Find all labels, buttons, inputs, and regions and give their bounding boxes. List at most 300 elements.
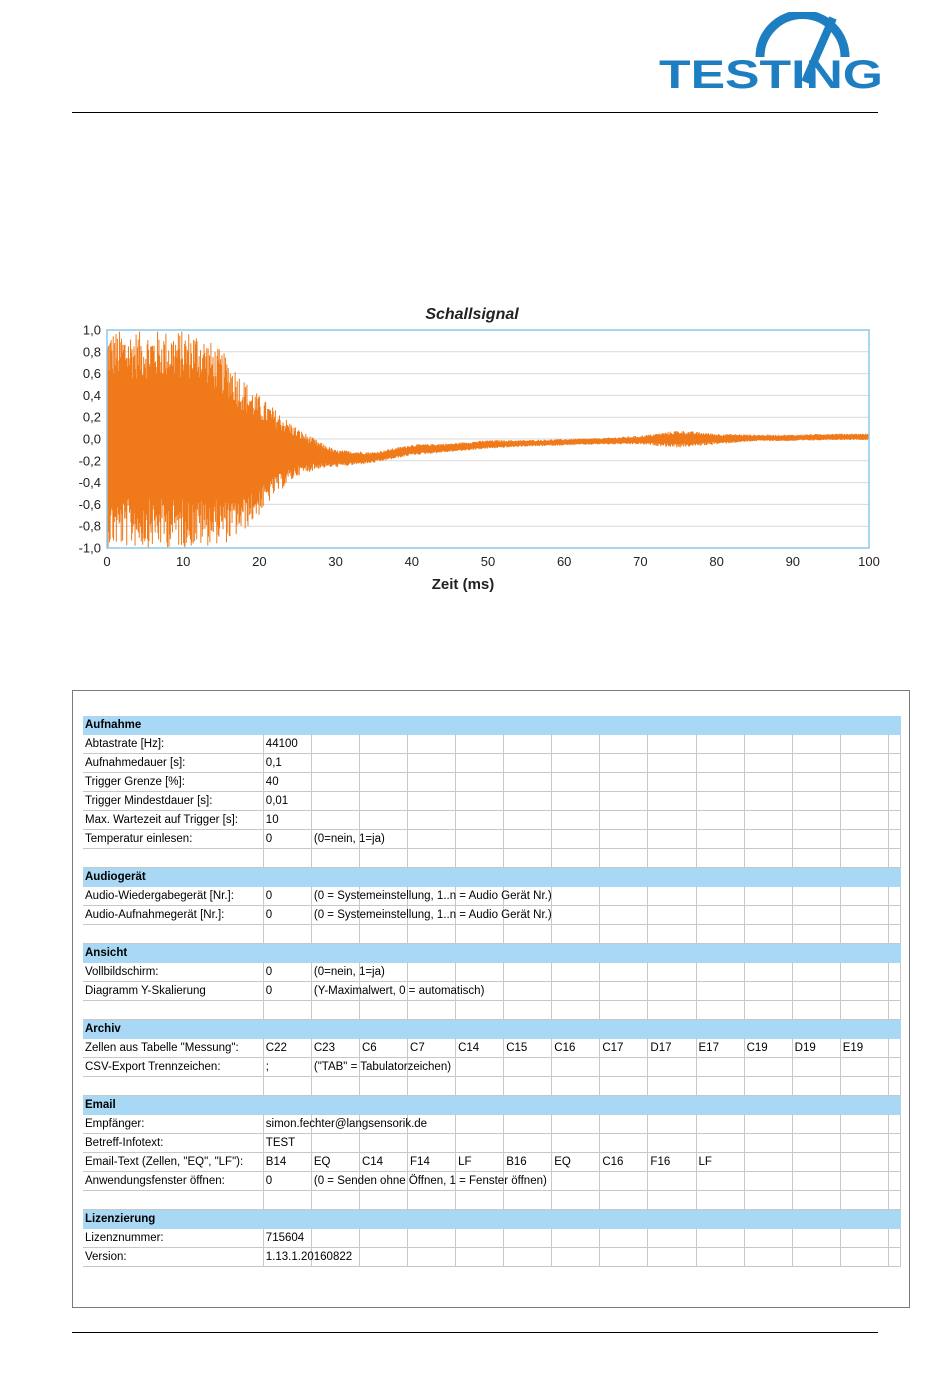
empty-cell[interactable] (408, 735, 456, 754)
value-cell[interactable] (311, 963, 385, 982)
empty-cell[interactable] (504, 1229, 552, 1248)
row-label: CSV-Export Trennzeichen: (83, 1058, 263, 1077)
row-label: Aufnahmedauer [s]: (83, 754, 263, 773)
empty-cell[interactable] (408, 792, 456, 811)
empty-cell[interactable] (648, 906, 696, 925)
value-cell[interactable] (263, 1134, 311, 1153)
empty-cell[interactable] (888, 830, 900, 849)
x-tick-label: 60 (556, 554, 572, 569)
empty-cell[interactable] (744, 1248, 792, 1267)
empty-cell[interactable] (408, 963, 456, 982)
empty-cell[interactable] (696, 1172, 744, 1191)
empty-cell[interactable] (648, 1058, 696, 1077)
value-cell[interactable] (311, 982, 485, 1001)
empty-cell (263, 1191, 311, 1210)
empty-cell[interactable] (456, 830, 504, 849)
empty-cell[interactable] (552, 735, 600, 754)
empty-cell[interactable] (696, 982, 744, 1001)
row-label: Audio-Wiedergabegerät [Nr.]: (83, 887, 263, 906)
value-cell[interactable] (263, 754, 311, 773)
empty-cell[interactable] (888, 1134, 900, 1153)
cell-text: C15 (506, 1042, 528, 1054)
spacer-row (83, 1077, 901, 1096)
cell-text: (0=nein, 1=ja) (313, 966, 385, 978)
empty-cell (792, 1191, 840, 1210)
empty-cell[interactable] (311, 754, 359, 773)
cell-text: F14 (410, 1156, 430, 1168)
empty-cell[interactable] (888, 1039, 900, 1058)
empty-cell[interactable] (359, 1248, 407, 1267)
value-cell[interactable] (311, 1058, 452, 1077)
empty-cell[interactable] (600, 1134, 648, 1153)
empty-cell[interactable] (408, 1229, 456, 1248)
value-cell[interactable] (263, 735, 311, 754)
empty-cell[interactable] (840, 1172, 888, 1191)
empty-cell[interactable] (600, 887, 648, 906)
empty-cell[interactable] (311, 735, 359, 754)
value-cell[interactable] (263, 963, 311, 982)
empty-cell[interactable] (504, 811, 552, 830)
value-cell[interactable] (263, 906, 311, 925)
section-header-row (83, 716, 901, 735)
table-row (83, 792, 901, 811)
empty-cell[interactable] (408, 1248, 456, 1267)
empty-cell[interactable] (648, 887, 696, 906)
empty-cell[interactable] (408, 773, 456, 792)
y-tick-label: 0,4 (82, 387, 101, 403)
empty-cell[interactable] (888, 773, 900, 792)
empty-cell[interactable] (840, 887, 888, 906)
empty-cell[interactable] (792, 1134, 840, 1153)
value-cell[interactable] (311, 887, 552, 906)
empty-cell[interactable] (600, 906, 648, 925)
value-cell[interactable] (456, 1153, 504, 1172)
empty-cell[interactable] (696, 906, 744, 925)
value-cell[interactable] (408, 1153, 456, 1172)
value-cell[interactable] (648, 1153, 696, 1172)
cell-text: C16 (554, 1042, 576, 1054)
value-cell[interactable] (359, 1039, 407, 1058)
empty-cell (744, 925, 792, 944)
testing-logo (655, 12, 887, 92)
value-cell[interactable] (263, 1115, 428, 1134)
empty-cell[interactable] (504, 792, 552, 811)
empty-cell[interactable] (311, 1134, 359, 1153)
empty-cell (359, 1001, 407, 1020)
y-tick-label: -0,4 (78, 475, 101, 491)
empty-cell[interactable] (504, 754, 552, 773)
value-cell[interactable] (504, 1153, 552, 1172)
empty-cell[interactable] (552, 1134, 600, 1153)
cell-text: LF (698, 1156, 712, 1168)
value-cell[interactable] (359, 1153, 407, 1172)
table-row (83, 1058, 901, 1077)
empty-cell[interactable] (792, 906, 840, 925)
empty-cell[interactable] (792, 735, 840, 754)
empty-cell[interactable] (888, 811, 900, 830)
empty-cell[interactable] (840, 1248, 888, 1267)
value-cell[interactable] (552, 1153, 600, 1172)
empty-cell[interactable] (840, 906, 888, 925)
value-cell[interactable] (263, 830, 311, 849)
empty-cell[interactable] (408, 1134, 456, 1153)
value-cell[interactable] (648, 1039, 696, 1058)
value-cell[interactable] (263, 1229, 311, 1248)
empty-cell[interactable] (648, 811, 696, 830)
table-row (83, 735, 901, 754)
empty-cell[interactable] (600, 1248, 648, 1267)
value-cell[interactable] (263, 1153, 311, 1172)
value-cell[interactable] (600, 1039, 648, 1058)
y-tick-label: 0,8 (82, 344, 101, 360)
cell-text: E17 (698, 1042, 719, 1054)
value-cell[interactable] (263, 982, 311, 1001)
empty-cell[interactable] (648, 773, 696, 792)
value-cell[interactable] (504, 1039, 552, 1058)
empty-cell[interactable] (552, 963, 600, 982)
empty-cell[interactable] (696, 754, 744, 773)
cell-text: C19 (746, 1042, 768, 1054)
empty-cell[interactable] (456, 773, 504, 792)
empty-cell (792, 1077, 840, 1096)
empty-cell[interactable] (600, 1229, 648, 1248)
empty-cell[interactable] (504, 982, 552, 1001)
empty-cell[interactable] (600, 1115, 648, 1134)
empty-cell[interactable] (600, 811, 648, 830)
table-row (83, 1134, 901, 1153)
empty-cell[interactable] (408, 811, 456, 830)
value-cell[interactable] (311, 830, 385, 849)
empty-cell[interactable] (792, 830, 840, 849)
empty-cell[interactable] (552, 906, 600, 925)
empty-cell[interactable] (888, 735, 900, 754)
empty-cell[interactable] (552, 811, 600, 830)
value-cell[interactable] (263, 887, 311, 906)
empty-cell[interactable] (792, 1229, 840, 1248)
empty-cell[interactable] (744, 1229, 792, 1248)
empty-cell[interactable] (696, 1248, 744, 1267)
empty-cell[interactable] (648, 1248, 696, 1267)
empty-cell[interactable] (648, 792, 696, 811)
empty-cell[interactable] (840, 1115, 888, 1134)
value-cell[interactable] (263, 1248, 353, 1267)
empty-cell[interactable] (648, 1172, 696, 1191)
empty-cell[interactable] (552, 887, 600, 906)
value-cell[interactable] (744, 1039, 792, 1058)
cell-text: 0,01 (265, 795, 289, 807)
empty-cell[interactable] (840, 830, 888, 849)
empty-cell[interactable] (456, 1058, 504, 1077)
empty-cell[interactable] (648, 963, 696, 982)
empty-cell[interactable] (311, 773, 359, 792)
empty-cell[interactable] (359, 811, 407, 830)
empty-cell[interactable] (600, 792, 648, 811)
value-cell[interactable] (792, 1039, 840, 1058)
empty-cell[interactable] (456, 1115, 504, 1134)
empty-cell[interactable] (456, 735, 504, 754)
x-tick-label: 0 (103, 554, 111, 569)
empty-cell[interactable] (840, 792, 888, 811)
empty-cell[interactable] (744, 982, 792, 1001)
empty-cell[interactable] (792, 1172, 840, 1191)
empty-cell[interactable] (840, 811, 888, 830)
empty-cell[interactable] (456, 1229, 504, 1248)
empty-cell[interactable] (696, 1134, 744, 1153)
empty-cell[interactable] (456, 963, 504, 982)
empty-cell[interactable] (456, 811, 504, 830)
value-cell[interactable] (263, 1172, 311, 1191)
empty-cell[interactable] (888, 1058, 900, 1077)
empty-cell[interactable] (600, 1058, 648, 1077)
empty-cell[interactable] (744, 1115, 792, 1134)
empty-cell[interactable] (552, 1229, 600, 1248)
empty-cell[interactable] (359, 735, 407, 754)
empty-cell[interactable] (504, 1115, 552, 1134)
empty-cell[interactable] (792, 1115, 840, 1134)
empty-cell[interactable] (888, 1153, 900, 1172)
value-cell[interactable] (552, 1039, 600, 1058)
empty-cell[interactable] (744, 963, 792, 982)
cell-text: 0 (265, 890, 273, 902)
cell-text: (0 = Systemeinstellung, 1..n = Audio Gerät Nr.) (313, 909, 552, 921)
empty-cell[interactable] (648, 1229, 696, 1248)
empty-cell[interactable] (888, 754, 900, 773)
value-cell[interactable] (263, 1058, 311, 1077)
y-tick-label: -0,8 (78, 518, 101, 534)
value-cell[interactable] (263, 773, 311, 792)
cell-text: (0 = Senden ohne Öffnen, 1 = Fenster öffnen) (313, 1175, 547, 1187)
cell-text: (0=nein, 1=ja) (313, 833, 385, 845)
empty-cell[interactable] (792, 887, 840, 906)
sound-signal-chart (60, 295, 900, 605)
empty-cell[interactable] (696, 1229, 744, 1248)
empty-cell[interactable] (840, 1229, 888, 1248)
row-label: Max. Wartezeit auf Trigger [s]: (83, 811, 263, 830)
empty-cell[interactable] (408, 754, 456, 773)
empty-cell[interactable] (888, 887, 900, 906)
section-title: Audiogerät (83, 868, 901, 887)
empty-cell[interactable] (744, 906, 792, 925)
empty-cell (263, 1077, 311, 1096)
empty-cell[interactable] (888, 1115, 900, 1134)
empty-cell[interactable] (696, 735, 744, 754)
empty-cell[interactable] (600, 754, 648, 773)
empty-cell[interactable] (792, 1248, 840, 1267)
empty-cell[interactable] (888, 1172, 900, 1191)
empty-cell[interactable] (552, 1172, 600, 1191)
x-axis-label: Zeit (ms) (431, 576, 495, 593)
empty-cell[interactable] (648, 830, 696, 849)
empty-cell[interactable] (840, 1058, 888, 1077)
empty-cell[interactable] (888, 906, 900, 925)
empty-cell[interactable] (648, 1134, 696, 1153)
empty-cell[interactable] (600, 963, 648, 982)
empty-cell[interactable] (600, 773, 648, 792)
cell-text: C22 (265, 1042, 287, 1054)
empty-cell[interactable] (744, 773, 792, 792)
empty-cell[interactable] (696, 830, 744, 849)
empty-cell[interactable] (888, 1229, 900, 1248)
table-row (83, 906, 901, 925)
empty-cell[interactable] (504, 1248, 552, 1267)
x-tick-label: 10 (175, 554, 191, 569)
empty-cell[interactable] (552, 773, 600, 792)
empty-cell[interactable] (792, 1153, 840, 1172)
empty-cell[interactable] (552, 1058, 600, 1077)
empty-cell[interactable] (552, 754, 600, 773)
empty-cell[interactable] (744, 887, 792, 906)
empty-cell[interactable] (359, 1229, 407, 1248)
empty-cell[interactable] (696, 1115, 744, 1134)
empty-cell[interactable] (792, 963, 840, 982)
empty-cell[interactable] (744, 1058, 792, 1077)
empty-cell (648, 1077, 696, 1096)
empty-cell[interactable] (888, 982, 900, 1001)
empty-cell[interactable] (744, 792, 792, 811)
value-cell[interactable] (311, 1153, 359, 1172)
value-cell[interactable] (311, 906, 552, 925)
empty-cell[interactable] (744, 1172, 792, 1191)
cell-text: C23 (313, 1042, 335, 1054)
empty-cell (600, 1077, 648, 1096)
section-title: Ansicht (83, 944, 901, 963)
value-cell[interactable] (263, 811, 311, 830)
empty-cell[interactable] (552, 982, 600, 1001)
value-cell[interactable] (456, 1039, 504, 1058)
empty-cell[interactable] (552, 830, 600, 849)
section-title: Email (83, 1096, 901, 1115)
cell-text: 10 (265, 814, 279, 826)
empty-cell[interactable] (359, 792, 407, 811)
empty-cell[interactable] (792, 811, 840, 830)
empty-cell (456, 849, 504, 868)
empty-cell[interactable] (311, 811, 359, 830)
empty-cell[interactable] (504, 963, 552, 982)
empty-cell[interactable] (744, 811, 792, 830)
cell-text: D17 (650, 1042, 672, 1054)
empty-cell[interactable] (888, 792, 900, 811)
empty-cell[interactable] (504, 773, 552, 792)
empty-cell (792, 1001, 840, 1020)
empty-cell[interactable] (696, 792, 744, 811)
empty-cell (504, 1191, 552, 1210)
cell-text: 715604 (265, 1232, 305, 1244)
empty-cell[interactable] (792, 754, 840, 773)
value-cell[interactable] (408, 1039, 456, 1058)
empty-cell[interactable] (696, 773, 744, 792)
empty-cell[interactable] (311, 1229, 359, 1248)
empty-cell[interactable] (840, 735, 888, 754)
empty-cell[interactable] (552, 1115, 600, 1134)
empty-cell[interactable] (888, 963, 900, 982)
empty-cell (696, 1191, 744, 1210)
empty-cell[interactable] (840, 982, 888, 1001)
empty-cell[interactable] (552, 792, 600, 811)
empty-cell[interactable] (359, 1134, 407, 1153)
y-tick-label: -1,0 (78, 540, 101, 556)
empty-cell[interactable] (744, 1134, 792, 1153)
empty-cell[interactable] (840, 754, 888, 773)
empty-cell (600, 925, 648, 944)
empty-cell[interactable] (744, 754, 792, 773)
empty-cell[interactable] (840, 1153, 888, 1172)
section-title: Aufnahme (83, 716, 901, 735)
empty-cell[interactable] (648, 982, 696, 1001)
value-cell[interactable] (311, 1172, 547, 1191)
empty-cell[interactable] (696, 1058, 744, 1077)
empty-cell[interactable] (648, 754, 696, 773)
empty-cell[interactable] (840, 773, 888, 792)
value-cell[interactable] (840, 1039, 888, 1058)
x-tick-labels (103, 554, 879, 569)
value-cell[interactable] (311, 1039, 359, 1058)
empty-cell[interactable] (504, 735, 552, 754)
empty-cell[interactable] (456, 754, 504, 773)
empty-cell[interactable] (792, 792, 840, 811)
empty-cell[interactable] (504, 830, 552, 849)
empty-cell (648, 1001, 696, 1020)
x-tick-label: 70 (633, 554, 648, 569)
row-label: Vollbildschirm: (83, 963, 263, 982)
empty-cell (600, 1191, 648, 1210)
row-label: Betreff-Infotext: (83, 1134, 263, 1153)
empty-cell[interactable] (600, 830, 648, 849)
empty-cell[interactable] (888, 1248, 900, 1267)
empty-cell (456, 1001, 504, 1020)
empty-cell[interactable] (408, 830, 456, 849)
empty-cell[interactable] (648, 735, 696, 754)
empty-cell[interactable] (744, 735, 792, 754)
empty-cell[interactable] (792, 982, 840, 1001)
spacer-row (83, 1001, 901, 1020)
value-cell[interactable] (263, 1039, 311, 1058)
empty-cell[interactable] (359, 773, 407, 792)
empty-cell[interactable] (648, 1115, 696, 1134)
empty-cell[interactable] (600, 1172, 648, 1191)
empty-cell[interactable] (600, 735, 648, 754)
value-cell[interactable] (600, 1153, 648, 1172)
empty-cell[interactable] (840, 963, 888, 982)
empty-cell[interactable] (696, 963, 744, 982)
cell-text: C14 (361, 1156, 384, 1168)
value-cell[interactable] (263, 792, 311, 811)
empty-cell[interactable] (456, 792, 504, 811)
empty-cell[interactable] (311, 792, 359, 811)
empty-cell[interactable] (840, 1134, 888, 1153)
cell-text: B16 (506, 1156, 527, 1168)
row-label: Trigger Mindestdauer [s]: (83, 792, 263, 811)
empty-cell[interactable] (600, 982, 648, 1001)
empty-cell[interactable] (456, 1248, 504, 1267)
empty-cell[interactable] (359, 754, 407, 773)
section-title: Archiv (83, 1020, 901, 1039)
empty-cell[interactable] (696, 887, 744, 906)
empty-cell[interactable] (456, 1134, 504, 1153)
empty-cell[interactable] (744, 830, 792, 849)
value-cell[interactable] (696, 1153, 744, 1172)
empty-cell (696, 849, 744, 868)
empty-cell[interactable] (792, 1058, 840, 1077)
y-tick-label: -0,2 (78, 453, 101, 469)
empty-cell[interactable] (792, 773, 840, 792)
empty-cell[interactable] (504, 1134, 552, 1153)
empty-cell[interactable] (744, 1153, 792, 1172)
empty-cell[interactable] (504, 1058, 552, 1077)
empty-cell[interactable] (552, 1248, 600, 1267)
value-cell[interactable] (696, 1039, 744, 1058)
empty-cell[interactable] (696, 811, 744, 830)
cell-text: TEST (265, 1137, 296, 1149)
